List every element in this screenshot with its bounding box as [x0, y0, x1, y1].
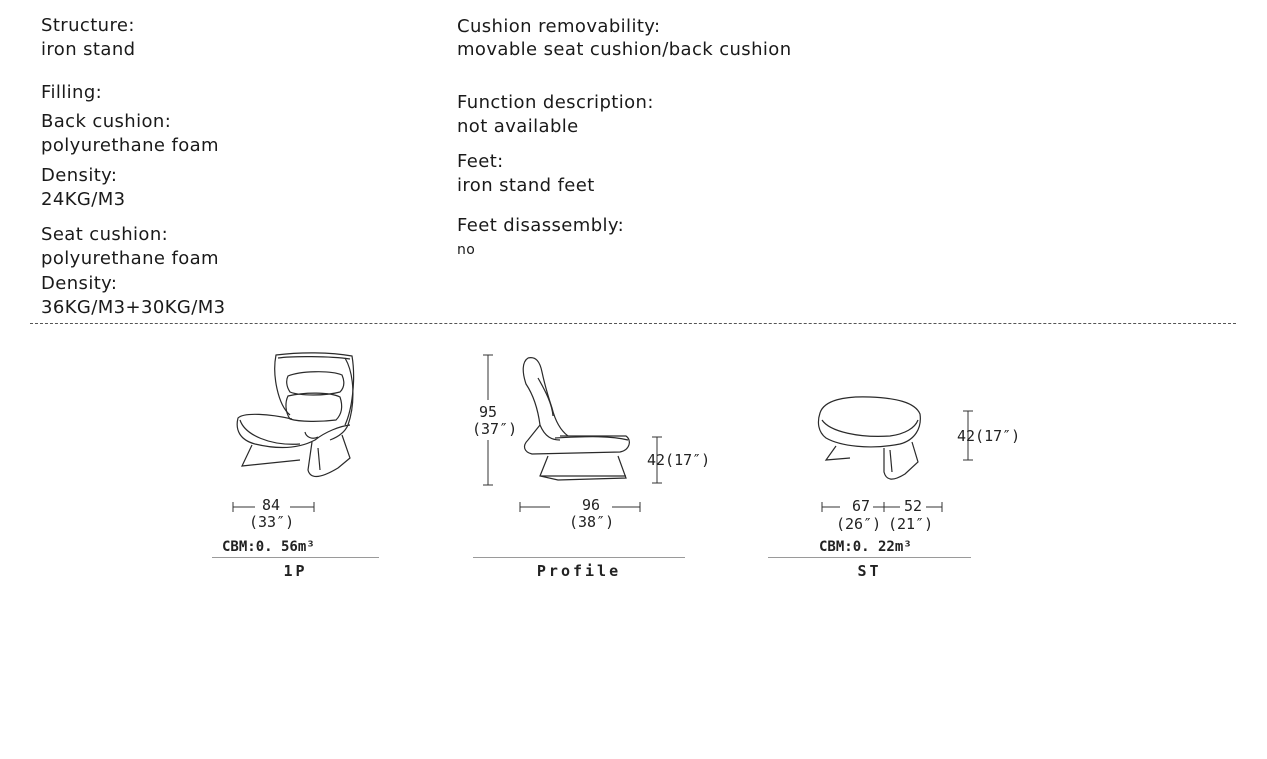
- chair-caption-rule: [212, 557, 379, 558]
- ottoman-depth-cm: 52: [904, 497, 923, 515]
- profile-depth-cm: 96: [582, 496, 601, 514]
- feet-disassembly-label: Feet disassembly:: [457, 215, 625, 236]
- removability-label: Cushion removability:: [457, 16, 661, 37]
- ottoman-width-in: (26″): [836, 515, 882, 533]
- chair-width-in: (33″): [249, 513, 295, 531]
- ottoman-drawing: [818, 397, 920, 479]
- profile-caption: Profile: [536, 562, 622, 580]
- chair-front-drawing: [237, 353, 353, 477]
- structure-label: Structure:: [41, 15, 135, 36]
- ottoman-height: 42(17″): [957, 427, 1021, 445]
- function-value: not available: [457, 116, 579, 137]
- back-cushion-value: polyurethane foam: [41, 135, 219, 156]
- seat-density-label: Density:: [41, 273, 118, 294]
- chair-profile-drawing: [523, 358, 629, 480]
- feet-label: Feet:: [457, 151, 504, 172]
- feet-disassembly-value: no: [457, 242, 476, 258]
- profile-height-in: (37″): [472, 420, 518, 438]
- chair-caption: 1P: [283, 562, 308, 580]
- seat-cushion-value: polyurethane foam: [41, 248, 219, 269]
- function-label: Function description:: [457, 92, 654, 113]
- ottoman-depth-in: (21″): [888, 515, 934, 533]
- chair-cbm: CBM:0. 56m³: [222, 539, 315, 555]
- structure-value: iron stand: [41, 39, 136, 60]
- ottoman-caption-rule: [768, 557, 971, 558]
- back-density-label: Density:: [41, 165, 118, 186]
- ottoman-width-cm: 67: [852, 497, 871, 515]
- ottoman-caption: ST: [857, 562, 882, 580]
- profile-caption-rule: [473, 557, 685, 558]
- profile-seat-height: 42(17″): [647, 451, 711, 469]
- back-cushion-label: Back cushion:: [41, 111, 172, 132]
- ottoman-cbm: CBM:0. 22m³: [819, 539, 912, 555]
- back-density-value: 24KG/M3: [41, 189, 126, 210]
- dimension-lines: [233, 355, 973, 512]
- seat-cushion-label: Seat cushion:: [41, 224, 169, 245]
- profile-depth-in: (38″): [569, 513, 615, 531]
- profile-height-cm: 95: [479, 403, 498, 421]
- chair-width-cm: 84: [262, 496, 281, 514]
- removability-value: movable seat cushion/back cushion: [457, 39, 792, 60]
- filling-label: Filling:: [41, 82, 103, 103]
- seat-density-value: 36KG/M3+30KG/M3: [41, 297, 226, 318]
- feet-value: iron stand feet: [457, 175, 595, 196]
